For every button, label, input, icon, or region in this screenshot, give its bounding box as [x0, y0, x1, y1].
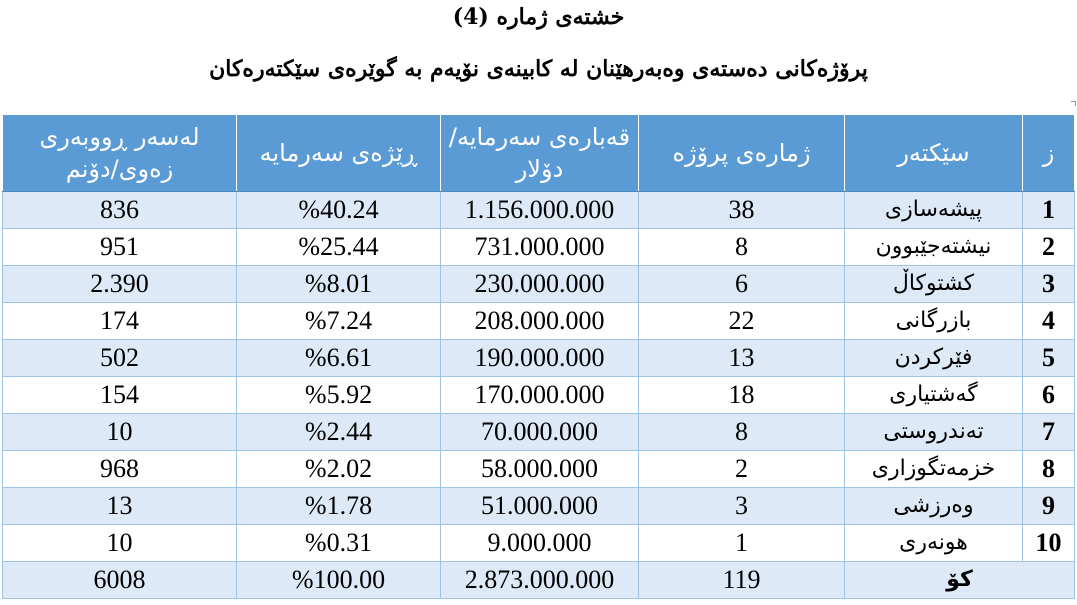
table-row: [3, 192, 1075, 229]
row-capital: 9.000.000: [441, 525, 639, 562]
row-project-count: 22: [639, 303, 845, 340]
sector-projects-table: [2, 114, 1075, 599]
row-capital: 70.000.000: [441, 414, 639, 451]
row-capital-ratio: %2.44: [237, 414, 441, 451]
row-land-area: 13: [3, 488, 237, 525]
row-land-area: 968: [3, 451, 237, 488]
table-row: [3, 414, 1075, 451]
row-sector: بازرگانی: [845, 303, 1023, 340]
row-sector: فێرکردن: [845, 340, 1023, 377]
corner-mark: [1071, 101, 1076, 106]
row-project-count: 18: [639, 377, 845, 414]
row-index: 8: [1023, 451, 1075, 488]
row-land-area: 2.390: [3, 266, 237, 303]
row-capital-ratio: %2.02: [237, 451, 441, 488]
header-sector: سێکتەر: [845, 115, 1023, 192]
row-capital: 230.000.000: [441, 266, 639, 303]
row-capital: 190.000.000: [441, 340, 639, 377]
row-land-area: 836: [3, 192, 237, 229]
row-land-area: 10: [3, 414, 237, 451]
total-capital: 2.873.000.000: [441, 562, 639, 599]
row-sector: کشتوکاڵ: [845, 266, 1023, 303]
row-capital: 51.000.000: [441, 488, 639, 525]
row-land-area: 951: [3, 229, 237, 266]
header-project-count: ژمارەی پرۆژە: [639, 115, 845, 192]
row-capital: 731.000.000: [441, 229, 639, 266]
row-sector: خزمەتگوزاری: [845, 451, 1023, 488]
row-index: 9: [1023, 488, 1075, 525]
total-project-count: 119: [639, 562, 845, 599]
header-index: ز: [1023, 115, 1075, 192]
row-capital: 58.000.000: [441, 451, 639, 488]
table-row: [3, 377, 1075, 414]
table-title: خشتەی ژمارە (4): [452, 4, 625, 30]
row-sector: هونەری: [845, 525, 1023, 562]
table-row: [3, 266, 1075, 303]
table-row: [3, 303, 1075, 340]
row-sector: پیشەسازی: [845, 192, 1023, 229]
total-label: کۆ: [845, 562, 1075, 599]
header-row: [3, 115, 1075, 192]
total-land-area: 6008: [3, 562, 237, 599]
row-land-area: 154: [3, 377, 237, 414]
row-index: 3: [1023, 266, 1075, 303]
row-capital-ratio: %5.92: [237, 377, 441, 414]
row-project-count: 38: [639, 192, 845, 229]
row-project-count: 8: [639, 414, 845, 451]
row-capital-ratio: %6.61: [237, 340, 441, 377]
row-capital: 170.000.000: [441, 377, 639, 414]
row-land-area: 174: [3, 303, 237, 340]
row-index: 7: [1023, 414, 1075, 451]
row-project-count: 2: [639, 451, 845, 488]
header-capital-ratio: ڕێژەی سەرمایە: [237, 115, 441, 192]
table-row: [3, 488, 1075, 525]
row-sector: گەشتیاری: [845, 377, 1023, 414]
row-index: 6: [1023, 377, 1075, 414]
row-capital-ratio: %25.44: [237, 229, 441, 266]
row-sector: تەندروستی: [845, 414, 1023, 451]
row-capital: 208.000.000: [441, 303, 639, 340]
table-row: [3, 340, 1075, 377]
row-index: 10: [1023, 525, 1075, 562]
row-project-count: 3: [639, 488, 845, 525]
row-land-area: 10: [3, 525, 237, 562]
row-sector: نیشتەجێبوون: [845, 229, 1023, 266]
row-project-count: 6: [639, 266, 845, 303]
row-project-count: 1: [639, 525, 845, 562]
table-row: [3, 229, 1075, 266]
header-capital: قەبارەی سەرمایە/دۆلار: [441, 115, 639, 192]
total-row: [3, 562, 1075, 599]
row-capital-ratio: %40.24: [237, 192, 441, 229]
row-project-count: 8: [639, 229, 845, 266]
table-row: [3, 451, 1075, 488]
row-index: 5: [1023, 340, 1075, 377]
row-capital-ratio: %7.24: [237, 303, 441, 340]
row-project-count: 13: [639, 340, 845, 377]
header-land-area: لەسەر ڕووبەری زەوی/دۆنم: [3, 115, 237, 192]
total-capital-ratio: %100.00: [237, 562, 441, 599]
row-index: 1: [1023, 192, 1075, 229]
row-land-area: 502: [3, 340, 237, 377]
table-row: [3, 525, 1075, 562]
row-capital: 1.156.000.000: [441, 192, 639, 229]
row-capital-ratio: %1.78: [237, 488, 441, 525]
row-sector: وەرزشی: [845, 488, 1023, 525]
table-subtitle: پرۆژەکانی دەستەی وەبەرهێنان لە کابینەی نۆیەم بە گوێرەی سێکتەرەکان: [209, 56, 868, 82]
row-index: 4: [1023, 303, 1075, 340]
row-index: 2: [1023, 229, 1075, 266]
row-capital-ratio: %8.01: [237, 266, 441, 303]
row-capital-ratio: %0.31: [237, 525, 441, 562]
